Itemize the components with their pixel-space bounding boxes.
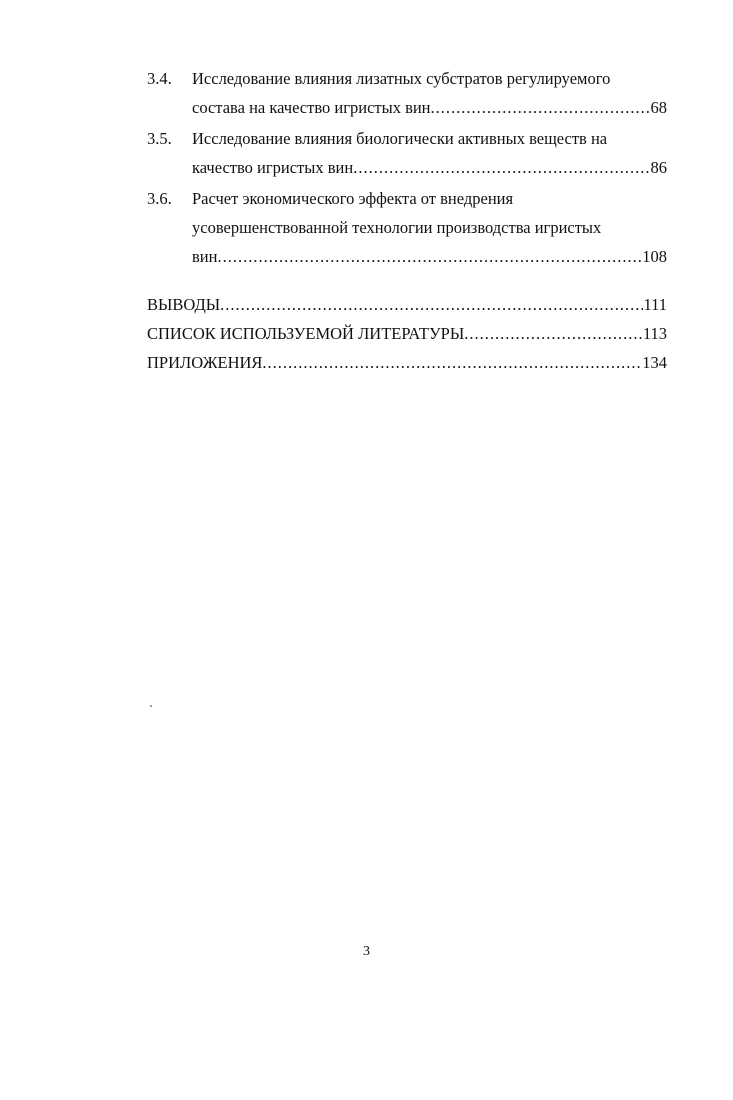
toc-main-entry-references [147, 319, 667, 348]
toc-main-title: ВЫВОДЫ [147, 295, 221, 314]
dot-leader [431, 93, 651, 122]
dot-leader [217, 242, 642, 271]
toc-entry-3-4 [147, 64, 667, 122]
toc-main-page: 111 [643, 295, 667, 314]
toc-entry-body [192, 184, 667, 271]
toc-entry-3-6 [147, 184, 667, 271]
table-of-contents [147, 64, 667, 271]
toc-main-page: 134 [642, 353, 667, 372]
toc-entry-title-line: Исследование влияния биологически активных веществ на [192, 129, 608, 148]
toc-entry-3-5 [147, 124, 667, 182]
scan-speck [150, 705, 152, 707]
toc-entry-body [192, 64, 667, 122]
toc-entry-page: 86 [650, 158, 667, 177]
toc-entry-title-line: состава на качество игристых вин [192, 98, 431, 117]
toc-entry-leader-line [192, 93, 667, 122]
page-number: 3 [363, 944, 370, 959]
toc-main-sections [147, 290, 667, 377]
toc-entry-page: 108 [642, 247, 667, 266]
toc-entry-title-line: усовершенствованной технологии производства игристых [192, 218, 602, 237]
toc-entry-title-line: Исследование влияния лизатных субстратов регулируемого [192, 69, 611, 88]
toc-entry-leader-line [192, 153, 667, 182]
dot-leader [353, 153, 650, 182]
toc-main-title: ПРИЛОЖЕНИЯ [147, 353, 263, 372]
toc-main-entry-conclusions [147, 290, 667, 319]
toc-entry-title-line: вин [192, 247, 218, 266]
toc-entry-number: 3.4. [147, 69, 172, 88]
toc-entry-title-line: Расчет экономического эффекта от внедрения [192, 189, 514, 208]
toc-entry-body [192, 124, 667, 182]
toc-entry-title-line: качество игристых вин [192, 158, 354, 177]
dot-leader [464, 319, 643, 348]
toc-entry-number: 3.6. [147, 189, 172, 208]
toc-entry-leader-line [192, 242, 667, 271]
toc-main-entry-appendices [147, 348, 667, 377]
dot-leader [262, 348, 642, 377]
dot-leader [220, 290, 643, 319]
toc-main-page: 113 [642, 324, 667, 343]
toc-entry-number: 3.5. [147, 129, 172, 148]
toc-main-title: СПИСОК ИСПОЛЬЗУЕМОЙ ЛИТЕРАТУРЫ [147, 324, 465, 343]
toc-entry-page: 68 [650, 98, 667, 117]
